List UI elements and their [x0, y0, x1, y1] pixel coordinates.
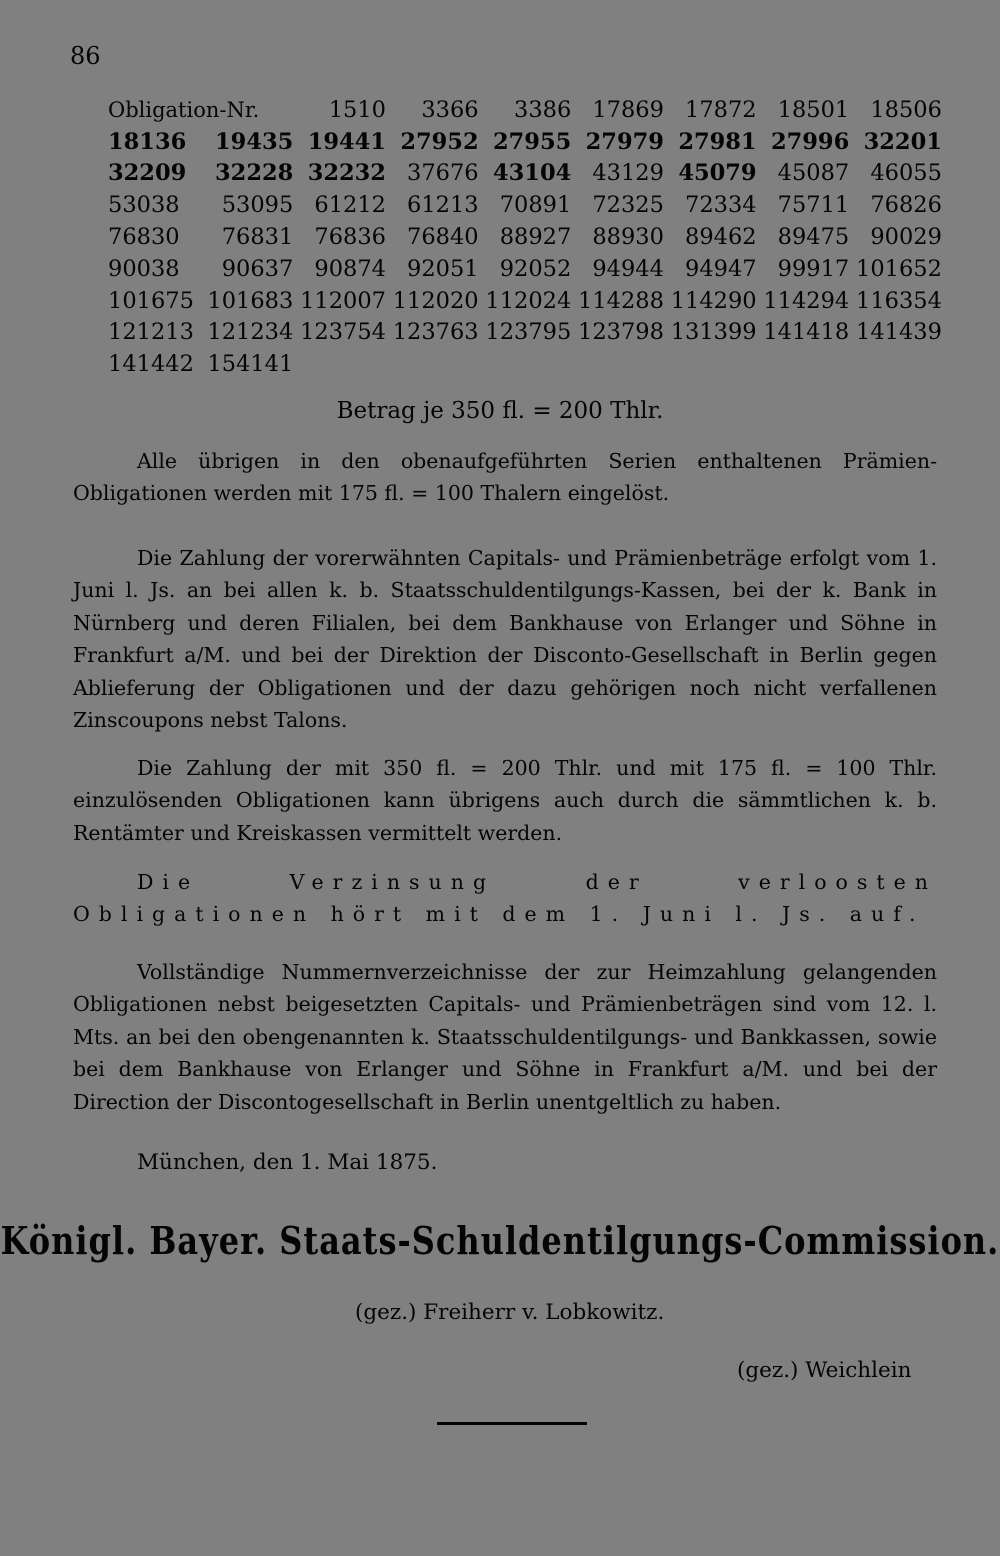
commission-heading: Königl. Bayer. Staats-Schuldentilgungs-Commission. [0, 1218, 1000, 1264]
number-cell: 114294 [763, 287, 850, 314]
number-cell: 76826 [870, 192, 942, 219]
signature-weichlein: (gez.) Weichlein [737, 1358, 912, 1383]
number-cell: 116354 [856, 287, 942, 314]
number-cell: 61213 [407, 192, 479, 219]
number-cell: 114288 [578, 287, 664, 314]
number-cell: 27952 [400, 128, 479, 155]
number-cell: 32209 [108, 160, 187, 187]
number-cell: 99917 [777, 255, 850, 282]
number-cell: 45079 [678, 160, 757, 187]
table-row [108, 348, 942, 380]
number-cell: 89462 [685, 224, 757, 251]
number-cell: 101675 [108, 287, 194, 314]
number-cell: 141442 [108, 351, 194, 378]
number-cell: 101683 [207, 287, 294, 314]
number-cell: 37676 [407, 160, 479, 187]
number-cell: 45087 [777, 160, 850, 187]
number-cell: 32201 [863, 128, 942, 155]
table-row [108, 253, 942, 285]
number-cell: 141439 [856, 319, 942, 346]
table-row [108, 189, 942, 221]
table-row [108, 285, 942, 317]
number-cell: 112020 [392, 287, 479, 314]
number-cell: 19441 [307, 128, 386, 155]
number-cell: 154141 [207, 351, 294, 378]
number-cell: 3386 [514, 96, 572, 123]
number-cell: 72325 [592, 192, 664, 219]
number-cell: 76830 [108, 224, 180, 251]
page-number: 86 [70, 42, 101, 70]
number-cell: 27955 [493, 128, 572, 155]
number-cell: 61212 [314, 192, 386, 219]
number-cell: 53095 [221, 192, 294, 219]
number-cell: 88927 [499, 224, 572, 251]
obligation-number-table [108, 94, 942, 380]
number-cell: 32228 [215, 160, 294, 187]
table-row [108, 317, 942, 349]
number-cell: 72334 [685, 192, 757, 219]
number-cell: 112007 [300, 287, 386, 314]
paragraph-interest-stop: Die Verzinsung der verloosten Obligationen hört mit dem 1. Juni l. Js. auf. [73, 870, 937, 927]
number-cell: 114290 [670, 287, 757, 314]
number-cell: 32232 [307, 160, 386, 187]
number-cell: 17872 [685, 96, 757, 123]
number-cell: 101652 [856, 255, 942, 282]
number-cell: 75711 [777, 192, 850, 219]
number-cell: 90038 [108, 255, 180, 282]
date-line: München, den 1. Mai 1875. [137, 1150, 438, 1175]
number-cell: 121234 [207, 319, 294, 346]
number-cell: 43129 [592, 160, 664, 187]
obligation-label: Obligation-Nr. [108, 97, 260, 122]
number-cell: 76840 [407, 224, 479, 251]
number-cell: 89475 [777, 224, 850, 251]
number-cell: 27979 [585, 128, 664, 155]
amount-line: Betrag je 350 fl. = 200 Thlr. [336, 398, 664, 424]
number-cell: 90637 [221, 255, 294, 282]
number-cell: 18506 [870, 96, 942, 123]
number-cell: 1510 [328, 96, 386, 123]
number-cell: 76836 [314, 224, 386, 251]
number-cell: 18136 [108, 128, 187, 155]
table-row [108, 94, 942, 126]
number-cell: 123763 [392, 319, 479, 346]
number-cell: 92051 [407, 255, 479, 282]
paragraph-number-lists: Vollständige Nummernverzeichnisse der zur Heimzahlung gelangenden Obligationen nebst beigesetzten Capitals- und Prämienbeträgen sind vom 12. l. Mts. an bei den obengenannten k. Staatsschuldentilgungs- und Bankkassen, sowie bei dem Bankhause von Erlanger und Söhne in Frankfurt a/M. und bei der Direction der Discontogesellschaft in Berlin unentgeltlich zu haben. [73, 960, 937, 1114]
number-cell: 123798 [578, 319, 664, 346]
number-cell: 46055 [870, 160, 942, 187]
number-cell: 76831 [221, 224, 294, 251]
number-cell: 18501 [777, 96, 850, 123]
table-row [108, 158, 942, 190]
number-cell: 90874 [314, 255, 386, 282]
number-cell: 121213 [108, 319, 194, 346]
number-cell: 90029 [870, 224, 942, 251]
number-cell: 123795 [485, 319, 572, 346]
table-row [108, 221, 942, 253]
number-cell: 141418 [763, 319, 850, 346]
number-cell: 27981 [678, 128, 757, 155]
paragraph-payment-offices: Die Zahlung der mit 350 fl. = 200 Thlr. und mit 175 fl. = 100 Thlr. einzulösenden Obligationen kann übrigens auch durch die sämmtlichen k. b. Rentämter und Kreiskassen vermittelt werden. [73, 756, 937, 845]
number-cell: 92052 [499, 255, 572, 282]
closing-rule [437, 1422, 587, 1425]
number-cell: 19435 [215, 128, 294, 155]
number-cell: 43104 [493, 160, 572, 187]
paragraph-remaining-obligations: Alle übrigen in den obenaufgeführten Serien enthaltenen Prämien-Obligationen werden mit 175 fl. = 100 Thalern eingelöst. [73, 449, 937, 506]
number-cell: 17869 [592, 96, 664, 123]
table-row [108, 126, 942, 158]
paragraph-payment-locations: Die Zahlung der vorerwähnten Capitals- und Prämienbeträge erfolgt vom 1. Juni l. Js. an bei allen k. b. Staatsschuldentilgungs-Kassen, bei der k. Bank in Nürnberg und deren Filialen, bei dem Bankhause von Erlanger und Söhne in Frankfurt a/M. und bei der Direktion der Disconto-Gesellschaft in Berlin gegen Ablieferung der Obligationen und der dazu gehörigen noch nicht verfallenen Zinscoupons nebst Talons. [73, 546, 937, 733]
number-cell: 53038 [108, 192, 180, 219]
number-cell: 94944 [592, 255, 664, 282]
number-cell: 123754 [300, 319, 386, 346]
number-cell: 88930 [592, 224, 664, 251]
number-cell: 3366 [421, 96, 479, 123]
number-cell: 94947 [685, 255, 757, 282]
number-cell: 27996 [770, 128, 850, 155]
number-cell: 131399 [670, 319, 757, 346]
number-cell: 112024 [485, 287, 572, 314]
signature-freiherr: (gez.) Freiherr v. Lobkowitz. [355, 1300, 665, 1325]
number-cell: 70891 [499, 192, 572, 219]
